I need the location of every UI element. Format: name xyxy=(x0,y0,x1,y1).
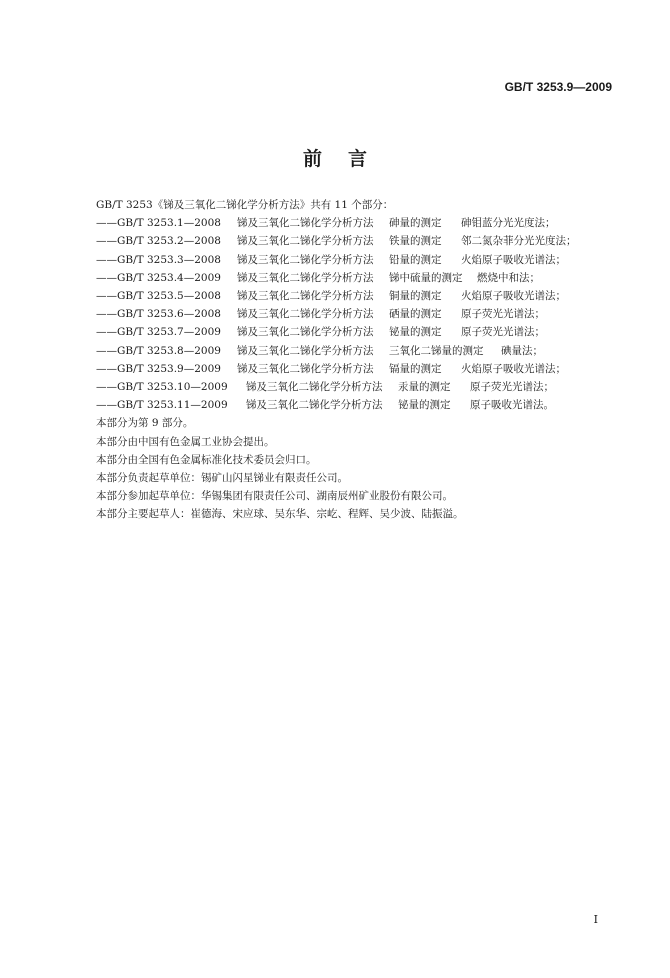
part-list-item xyxy=(96,305,636,323)
part-code: ——GB/T 3253.4—2009 xyxy=(96,271,221,284)
part-list-item xyxy=(96,360,636,378)
part-code: ——GB/T 3253.5—2008 xyxy=(96,290,221,303)
part-method: 燃烧中和法； xyxy=(477,271,540,284)
part-item: 三氧化二锑量的测定 xyxy=(389,344,484,357)
part-method: 火焰原子吸收光谱法； xyxy=(461,253,566,266)
page-title: 前言 xyxy=(302,148,393,170)
part-series: 锑及三氧化二锑化学分析方法 xyxy=(237,344,374,357)
part-code: ——GB/T 3253.1—2008 xyxy=(96,217,221,230)
intro-line: GB/T 3253《锑及三氧化二锑化学分析方法》共有 11 个部分： xyxy=(96,199,394,211)
part-series: 锑及三氧化二锑化学分析方法 xyxy=(237,326,374,339)
foreword-body xyxy=(96,196,636,524)
part-code: ——GB/T 3253.8—2009 xyxy=(96,344,221,357)
part-series: 锑及三氧化二锑化学分析方法 xyxy=(237,217,374,230)
paragraph: 本部分由中国有色金属工业协会提出。 xyxy=(96,435,275,448)
paragraph: 本部分由全国有色金属标准化技术委员会归口。 xyxy=(96,453,317,466)
part-series: 锑及三氧化二锑化学分析方法 xyxy=(237,362,374,375)
part-code: ——GB/T 3253.9—2009 xyxy=(96,362,221,375)
part-item: 硒量的测定 xyxy=(389,308,442,321)
part-item: 锑中硫量的测定 xyxy=(389,271,463,284)
part-list-item xyxy=(96,323,636,341)
part-series: 锑及三氧化二锑化学分析方法 xyxy=(237,271,374,284)
part-method: 原子吸收光谱法。 xyxy=(470,399,554,412)
part-item: 铋量的测定 xyxy=(398,399,451,412)
part-item: 汞量的测定 xyxy=(398,381,451,394)
part-list-item xyxy=(96,287,636,305)
paragraph: 本部分参加起草单位：华锡集团有限责任公司、湖南辰州矿业股份有限公司。 xyxy=(96,490,453,503)
part-code: ——GB/T 3253.2—2008 xyxy=(96,235,221,248)
part-code: ——GB/T 3253.10—2009 xyxy=(96,381,228,394)
part-method: 火焰原子吸收光谱法； xyxy=(461,362,566,375)
part-item: 铋量的测定 xyxy=(389,326,442,339)
part-list-item xyxy=(96,342,636,360)
paragraph: 本部分负责起草单位：锡矿山闪星锑业有限责任公司。 xyxy=(96,472,348,485)
part-method: 原子荧光光谱法； xyxy=(461,308,545,321)
part-code: ——GB/T 3253.6—2008 xyxy=(96,308,221,321)
part-list-item xyxy=(96,269,636,287)
page-number: I xyxy=(593,913,598,926)
part-method: 砷钼蓝分光光度法； xyxy=(461,217,556,230)
part-list-item xyxy=(96,396,636,414)
part-series: 锑及三氧化二锑化学分析方法 xyxy=(237,235,374,248)
part-code: ——GB/T 3253.7—2009 xyxy=(96,326,221,339)
part-method: 原子荧光光谱法； xyxy=(470,381,554,394)
part-series: 锑及三氧化二锑化学分析方法 xyxy=(237,308,374,321)
part-list-item xyxy=(96,378,636,396)
part-method: 火焰原子吸收光谱法； xyxy=(461,290,566,303)
paragraph: 本部分为第 9 部分。 xyxy=(96,417,194,430)
part-item: 铅量的测定 xyxy=(389,253,442,266)
part-list-item xyxy=(96,214,636,232)
paragraph: 本部分主要起草人：崔德海、宋应球、吴东华、宗屹、程辉、吴少波、陆振溢。 xyxy=(96,508,464,521)
part-series: 锑及三氧化二锑化学分析方法 xyxy=(237,290,374,303)
part-list-item xyxy=(96,251,636,269)
part-item: 铁量的测定 xyxy=(389,235,442,248)
part-item: 砷量的测定 xyxy=(389,217,442,230)
part-series: 锑及三氧化二锑化学分析方法 xyxy=(237,253,374,266)
part-method: 邻二氮杂菲分光光度法； xyxy=(461,235,577,248)
part-series: 锑及三氧化二锑化学分析方法 xyxy=(246,381,383,394)
standard-number: GB/T 3253.9—2009 xyxy=(504,80,612,94)
part-series: 锑及三氧化二锑化学分析方法 xyxy=(246,399,383,412)
part-method: 原子荧光光谱法； xyxy=(461,326,545,339)
part-method: 碘量法； xyxy=(501,344,543,357)
part-item: 铜量的测定 xyxy=(389,290,442,303)
part-list-item xyxy=(96,232,636,250)
part-code: ——GB/T 3253.3—2008 xyxy=(96,253,221,266)
part-item: 镉量的测定 xyxy=(389,362,442,375)
part-code: ——GB/T 3253.11—2009 xyxy=(96,399,228,412)
